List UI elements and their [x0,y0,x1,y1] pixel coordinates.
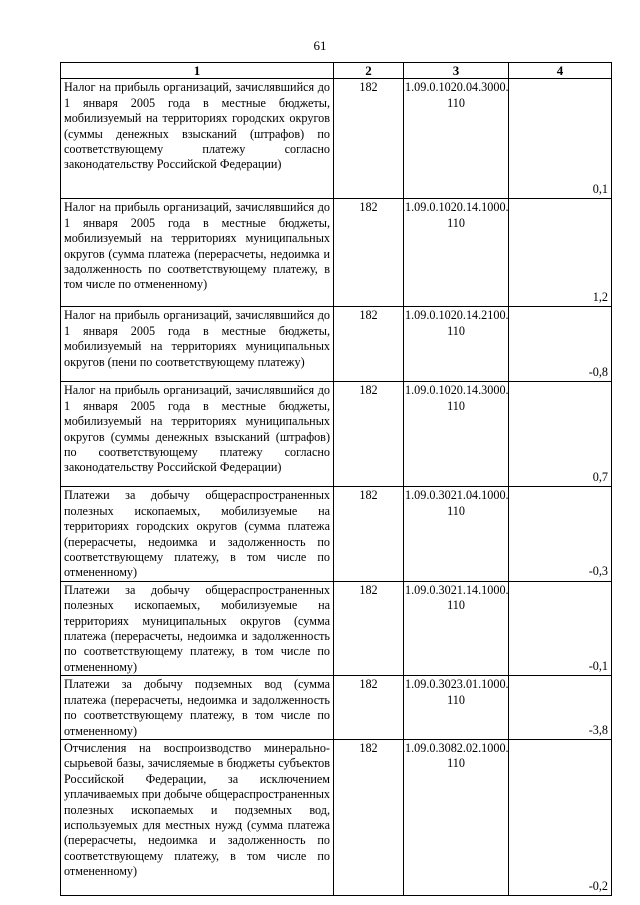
budget-code-cell: 1.09.0.1020.14.2100. 110 [404,307,509,382]
admin-code-cell: 182 [334,199,404,307]
column-header-2: 2 [334,63,404,79]
table-body [61,79,612,896]
revenue-table [60,62,612,896]
income-name-cell: Налог на прибыль организаций, зачислявшийся до 1 января 2005 года в местные бюджеты, мобилизуемый на территориях муниципальных округов (пени по соответствующему платежу) [61,307,334,382]
amount-cell: -3,8 [509,676,612,740]
budget-code-cell: 1.09.0.3023.01.1000. 110 [404,676,509,740]
table-row [61,739,612,895]
budget-code-cell: 1.09.0.3021.04.1000. 110 [404,487,509,581]
admin-code-cell: 182 [334,487,404,581]
table-row [61,307,612,382]
amount-cell: 1,2 [509,199,612,307]
budget-code-cell: 1.09.0.3021.14.1000. 110 [404,581,509,675]
column-header-3: 3 [404,63,509,79]
admin-code-cell: 182 [334,739,404,895]
admin-code-cell: 182 [334,581,404,675]
admin-code-cell: 182 [334,307,404,382]
table-header-row [61,63,612,79]
column-header-1: 1 [61,63,334,79]
column-header-4: 4 [509,63,612,79]
income-name-cell: Платежи за добычу подземных вод (сумма платежа (перерасчеты, недоимка и задолженность по соответствующему платежу, в том числе по отмененному) [61,676,334,740]
budget-code-cell: 1.09.0.1020.14.1000. 110 [404,199,509,307]
table-row [61,581,612,675]
budget-code-cell: 1.09.0.3082.02.1000. 110 [404,739,509,895]
income-name-cell: Платежи за добычу общераспространенных полезных ископаемых, мобилизуемые на территориях муниципальных округов (сумма платежа (перерасчеты, недоимка и задолженность по соответствующему платежу, в том числе по отмененному) [61,581,334,675]
income-name-cell: Налог на прибыль организаций, зачислявшийся до 1 января 2005 года в местные бюджеты, мобилизуемый на территориях городских округов (суммы денежных взысканий (штрафов) по соответствующему платежу согласно законодательству Российской Федерации) [61,79,334,199]
table-row [61,199,612,307]
budget-code-cell: 1.09.0.1020.14.3000. 110 [404,382,509,487]
income-name-cell: Налог на прибыль организаций, зачислявшийся до 1 января 2005 года в местные бюджеты, мобилизуемый на территориях муниципальных округов (суммы денежных взысканий (штрафов) по соответствующему платежу согласно законодательству Российской Федерации) [61,382,334,487]
amount-cell: 0,1 [509,79,612,199]
page-number: 61 [313,38,327,53]
admin-code-cell: 182 [334,382,404,487]
amount-cell: -0,3 [509,487,612,581]
amount-cell: -0,8 [509,307,612,382]
admin-code-cell: 182 [334,676,404,740]
income-name-cell: Платежи за добычу общераспространенных полезных ископаемых, мобилизуемые на территориях городских округов (сумма платежа (перерасчеты, недоимка и задолженность по соответствующему платежу, в том числе по отмененному) [61,487,334,581]
amount-cell: -0,2 [509,739,612,895]
income-name-cell: Налог на прибыль организаций, зачислявшийся до 1 января 2005 года в местные бюджеты, мобилизуемый на территориях муниципальных округов (сумма платежа (перерасчеты, недоимка и задолженность по соответствующему платежу, в том числе по отмененному) [61,199,334,307]
budget-code-cell: 1.09.0.1020.04.3000. 110 [404,79,509,199]
amount-cell: -0,1 [509,581,612,675]
admin-code-cell: 182 [334,79,404,199]
income-name-cell: Отчисления на воспроизводство минерально-сырьевой базы, зачисляемые в бюджеты субъектов Российской Федерации, за исключением уплачиваемых при добыче общераспространенных полезных ископаемых и подземных вод, используемых для местных нужд (сумма платежа (перерасчеты, недоимка и задолженность по соответствующему платежу, в том числе по отмененному) [61,739,334,895]
table-row [61,79,612,199]
amount-cell: 0,7 [509,382,612,487]
table-row [61,676,612,740]
table-row [61,382,612,487]
table-row [61,487,612,581]
